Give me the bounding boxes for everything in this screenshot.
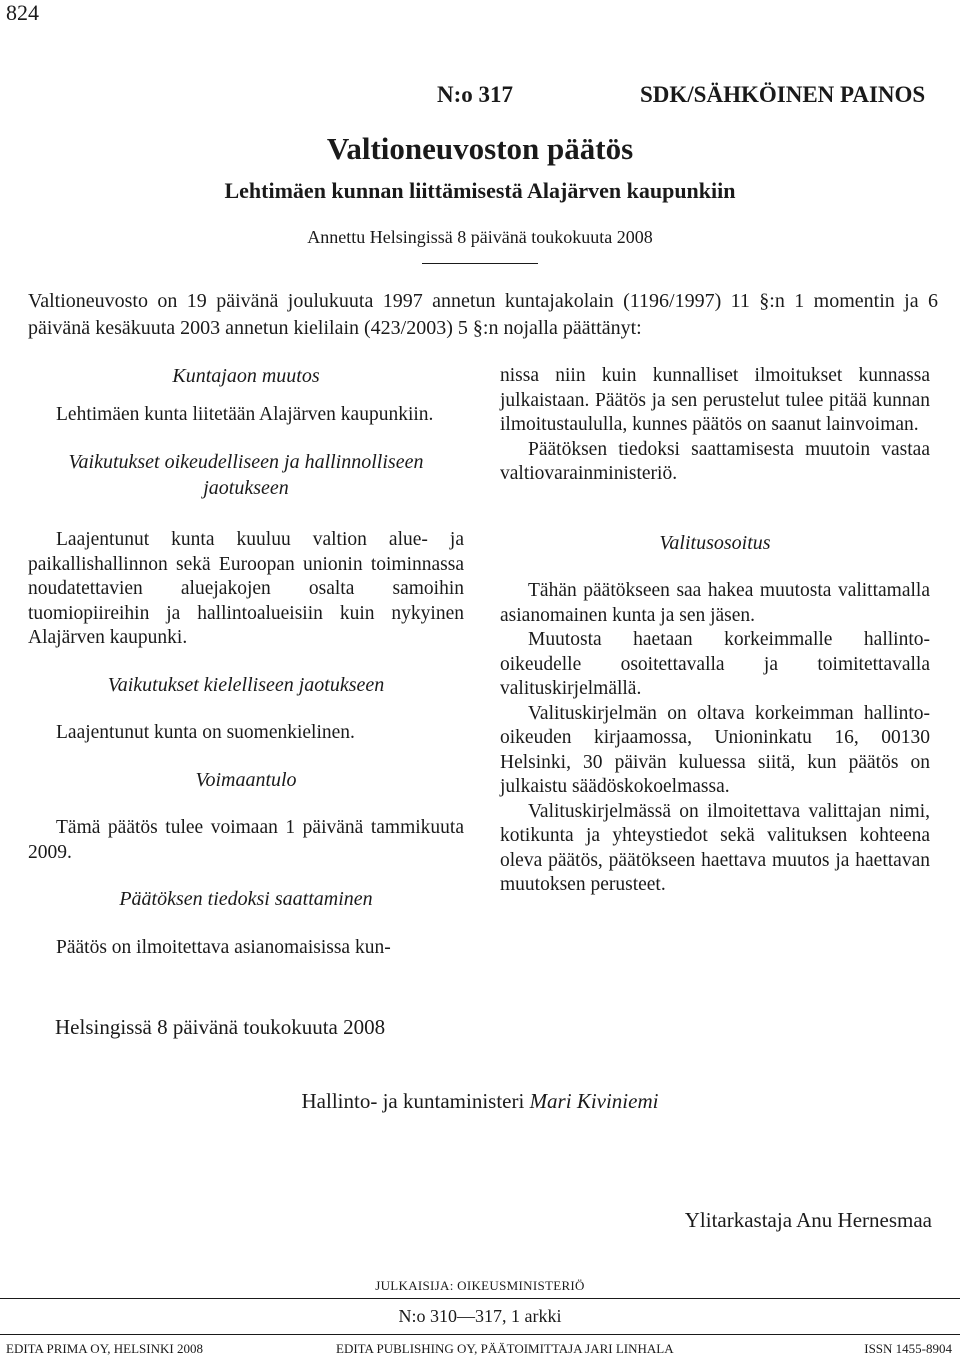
- paragraph-kirjaamo: Valituskirjelmän on oltava korkeimman hallinto-oikeuden kirjaamossa, Unioninkatu 16, 00130 Helsinki, 30 päivän kuluessa siitä, kun päätös on julkaistu säädöskokoelmassa.: [500, 702, 930, 797]
- paragraph-hallinto: Laajentunut kunta kuuluu valtion alue- ja paikallishallinnon sekä Euroopan unionin toiminnassa noudatettavien aluejakojen osalta samoihin tuomiopiireihin ja hallintoalueisiin kuin nykyinen Alajärven kaupunki.: [28, 529, 464, 648]
- official-signature: Ylitarkastaja Anu Hernesmaa: [684, 1208, 932, 1232]
- issue-sheets: N:o 310—317, 1 arkki: [398, 1306, 562, 1326]
- minister-title: Hallinto- ja kuntaministeri: [301, 1089, 525, 1113]
- paragraph-tiedoksi: Päätös on ilmoitettava asianomaisissa kun-: [56, 936, 391, 958]
- publisher-label: JULKAISIJA: OIKEUSMINISTERIÖ: [375, 1278, 585, 1293]
- right-column: [500, 364, 930, 898]
- intro-paragraph: Valtioneuvosto on 19 päivänä joulukuuta 1997 annetun kuntajakolain (1196/1997) 11 §:n 1 momentin ja 6 päivänä kesäkuuta 2003 annetun kielilain (423/2003) 5 §:n nojalla päättänyt:: [28, 290, 938, 339]
- editor-info: EDITA PUBLISHING OY, PÄÄTOIMITTAJA JARI LINHALA: [336, 1341, 674, 1356]
- document-number: N:o 317: [437, 82, 514, 107]
- heading-valitusosoitus: Valitusosoitus: [659, 531, 771, 554]
- issn: ISSN 1455-8904: [864, 1341, 952, 1356]
- page-number: 824: [6, 0, 39, 25]
- paragraph-kieli: Laajentunut kunta on suomenkielinen.: [56, 722, 355, 743]
- edition-label: SDK/SÄHKÖINEN PAINOS: [640, 82, 926, 107]
- heading-kielellinen-jaotus: Vaikutukset kielelliseen jaotukseen: [107, 673, 385, 696]
- footer-divider-top: [0, 1298, 960, 1299]
- paragraph-vastuu: Päätöksen tiedoksi saattamisesta muutoin vastaa valtiovarainministeriö.: [500, 438, 930, 484]
- footer-divider-bottom: [0, 1334, 960, 1335]
- printer-info: EDITA PRIMA OY, HELSINKI 2008: [6, 1341, 203, 1356]
- title-divider: [422, 263, 538, 264]
- minister-name: Mari Kiviniemi: [529, 1089, 659, 1113]
- signature-place-date: Helsingissä 8 päivänä toukokuuta 2008: [55, 1015, 386, 1039]
- document-title: Valtioneuvoston päätös: [326, 131, 634, 166]
- heading-oikeudellinen-jaotus: Vaikutukset oikeudelliseen ja hallinnolliseen jaotukseen: [68, 451, 424, 499]
- paragraph-voimaantulo: Tämä päätös tulee voimaan 1 päivänä tammikuuta 2009.: [28, 817, 464, 863]
- document-subtitle: Lehtimäen kunnan liittämisestä Alajärven kaupunkiin: [224, 178, 736, 203]
- given-date: Annettu Helsingissä 8 päivänä toukokuuta 2008: [307, 227, 653, 247]
- minister-signature: [0, 1089, 960, 1114]
- left-column: [28, 364, 464, 960]
- heading-kuntajaon-muutos: Kuntajaon muutos: [172, 365, 320, 387]
- heading-tiedoksi-saattaminen: Päätöksen tiedoksi saattaminen: [119, 888, 373, 910]
- paragraph-valituskirjelma: Valituskirjelmässä on ilmoitettava valittajan nimi, kotikunta ja yhteystiedot sekä valituksen kohteena oleva päätös, päätökseen haettava muutos ja haettavan muutoksen perusteet.: [500, 800, 930, 895]
- paragraph-liitos: Lehtimäen kunta liitetään Alajärven kaupunkiin.: [56, 403, 434, 425]
- paragraph-muutoksenhaku: Tähän päätökseen saa hakea muutosta valittamalla asianomainen kunta ja sen jäsen.: [500, 580, 930, 626]
- paragraph-julkaisu: nissa niin kuin kunnalliset ilmoitukset kunnassa julkaistaan. Päätös ja sen perustelut tulee pitää kunnan ilmoitustaululla, kunnes päätös on saanut lainvoiman.: [500, 365, 930, 435]
- heading-voimaantulo: Voimaantulo: [195, 768, 297, 791]
- paragraph-korkein-hallinto-oikeus: Muutosta haetaan korkeimmalle hallinto-oikeudelle osoitettavalla ja toimitettavalla valituskirjelmällä.: [500, 629, 930, 699]
